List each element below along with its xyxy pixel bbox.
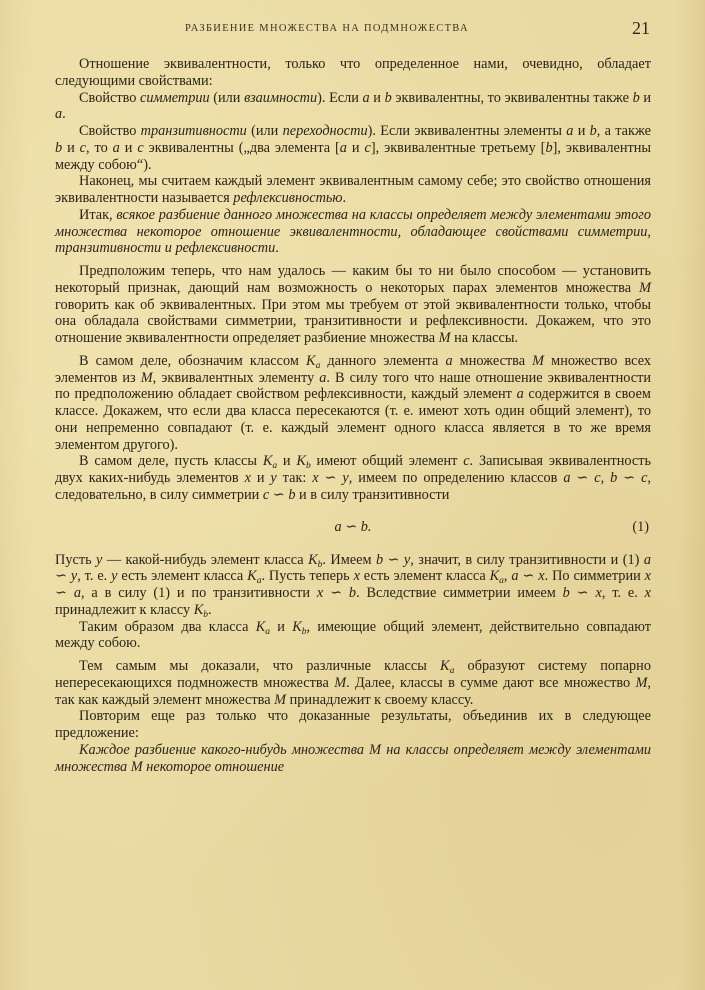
- italic-text: b ∽ y: [375, 551, 411, 568]
- italic-text: b: [545, 139, 553, 156]
- text: образуют систему попарно непересекающихся подмножеств множества: [55, 658, 651, 691]
- paragraph-p12: [55, 708, 651, 742]
- text: В самом деле, обозначим классом: [79, 352, 307, 369]
- subscript: b: [203, 609, 209, 620]
- text: . По симметрии: [544, 568, 645, 585]
- italic-text: переходности: [282, 123, 368, 139]
- text: и: [277, 453, 297, 470]
- text: содержится в своем классе. Докажем, что если два класса пересекаются (т. е. имеют хоть один общий элемент), то они непременно совпадают (т. е. каждый элемент одного класса является в то же время элементом другого).: [55, 386, 651, 453]
- paragraph-p4: [55, 173, 651, 207]
- italic-text: b ∽ x: [562, 585, 602, 601]
- text: . В силу того что наше отношение эквивалентности по предположению обладает свойством рефлексивности, каждый элемент: [55, 369, 651, 403]
- italic-text: c: [463, 453, 470, 470]
- text: Повторим еще раз только что доказанные результаты, объединив их в следующее предложение:: [55, 708, 651, 741]
- text: принадлежит к классу: [55, 601, 194, 618]
- text: , то: [86, 139, 113, 156]
- subscript: a: [449, 666, 455, 676]
- italic-text: x: [244, 470, 251, 486]
- subscript: a: [315, 360, 321, 371]
- italic-text: симметрии: [139, 89, 210, 106]
- italic-text: K: [193, 601, 204, 618]
- italic-text: c: [137, 139, 144, 156]
- subscript: b: [301, 626, 307, 637]
- text: .: [62, 106, 66, 123]
- text: (или: [209, 89, 245, 106]
- text: ). Если: [317, 89, 363, 106]
- italic-text: a: [445, 352, 453, 369]
- text: говорить как об эквивалентных. При этом мы требуем от этой эквивалентности только, чтобы она обладала свойствами симметрии, транзитивности и рефлексивности. Докажем, что это отношение эквивалентности определяет разбиение множества: [55, 296, 651, 346]
- paragraph-p5: [55, 207, 651, 257]
- text: , а в силу (1) и по транзитивности: [81, 585, 317, 601]
- text: и: [639, 89, 651, 106]
- text: , значит, в силу транзитивности и (1): [410, 551, 644, 568]
- italic-text: y: [270, 470, 277, 486]
- text: так:: [276, 470, 313, 486]
- paragraph-p13: [55, 742, 651, 776]
- text: . Записывая эквивалентность двух каких-нибудь элементов: [55, 453, 651, 486]
- text: есть элемент класса: [359, 568, 490, 585]
- italic-text: M: [635, 674, 648, 691]
- text: . Далее, классы в сумме дают все множество: [346, 674, 636, 691]
- italic-text: Каждое разбиение какого-нибудь множества M на классы определяет между элементами множества M некоторое отношение: [55, 741, 651, 775]
- text: Тем самым мы доказали, что различные классы: [79, 658, 441, 674]
- italic-text: x ∽ a: [55, 568, 652, 601]
- italic-text: a ∽ y: [55, 551, 651, 585]
- text: и: [250, 470, 271, 486]
- text: , т. е.: [601, 585, 645, 601]
- italic-text: a: [319, 369, 327, 386]
- text: ,: [503, 568, 512, 585]
- text: и: [62, 139, 80, 156]
- italic-text: b: [55, 139, 63, 156]
- italic-text: y: [111, 568, 118, 585]
- italic-text: x: [353, 568, 360, 585]
- text: , следовательно, в силу симметрии: [55, 470, 651, 503]
- subscript: a: [256, 576, 262, 587]
- paragraph-p2: [55, 90, 651, 124]
- italic-text: K: [292, 618, 302, 635]
- text: .: [208, 601, 212, 618]
- italic-text: M: [639, 279, 651, 296]
- italic-text: M: [274, 691, 287, 708]
- text: , имеем по определению классов: [348, 470, 564, 486]
- italic-text: x: [644, 585, 652, 601]
- italic-text: c: [364, 139, 371, 156]
- paragraph-p8: [55, 453, 651, 503]
- text: принадлежит к своему классу.: [286, 691, 474, 708]
- text: и в силу транзитивности: [295, 486, 450, 503]
- running-title: РАЗБИЕНИЕ МНОЖЕСТВА НА ПОДМНОЖЕСТВА: [185, 23, 469, 34]
- text: эквивалентны („два элемента [: [143, 139, 340, 156]
- italic-text: a ∽ x: [511, 568, 545, 585]
- italic-text: K: [306, 352, 316, 369]
- text: , так как каждый элемент множества: [55, 674, 651, 708]
- subscript: b: [317, 559, 323, 570]
- italic-text: M: [140, 369, 153, 386]
- italic-text: a: [516, 386, 524, 403]
- paragraph-p6: [55, 263, 651, 347]
- subscript: a: [499, 576, 504, 587]
- text: Таким образом два класса: [79, 618, 256, 635]
- text: (или: [246, 123, 283, 139]
- text: — какой-нибудь элемент класса: [102, 551, 309, 568]
- text: Свойство: [79, 123, 141, 139]
- subscript: a: [272, 461, 278, 472]
- italic-text: a ∽ c: [563, 470, 601, 486]
- text: эквивалентны, то эквивалентны также: [391, 89, 633, 106]
- italic-text: a: [339, 139, 347, 156]
- italic-text: транзитивности: [140, 123, 247, 139]
- text: . Имеем: [322, 551, 376, 568]
- page-number: 21: [632, 18, 650, 38]
- text: Отношение эквивалентности, только что определенное нами, очевидно, обладает следующими свойствами:: [55, 56, 651, 89]
- text: Предположим теперь, что нам удалось — каким бы то ни было способом — установить некоторый признак, дающий нам возможность о некоторых парах элементов множества: [55, 263, 651, 296]
- italic-text: b: [384, 89, 392, 106]
- italic-text: рефлексивностью: [233, 190, 343, 206]
- text: Итак,: [79, 206, 117, 223]
- text: и: [119, 139, 138, 156]
- paragraph-p1: [55, 56, 651, 90]
- text: ], эквивалентные третьему [: [370, 139, 546, 156]
- formula-expression: a ∽ b.: [334, 518, 372, 535]
- text: , имеющие общий элемент, действительно совпадают между собою.: [55, 618, 651, 652]
- italic-text: M: [438, 330, 451, 346]
- italic-text: всякое разбиение данного множества на классы определяет между элементами этого множества некоторое отношение эквивалентности, обладающее свойствами симметрии, транзитивности и рефлексивности: [55, 206, 652, 257]
- text: данного элемента: [320, 352, 446, 369]
- italic-text: M: [334, 674, 347, 691]
- text: есть элемент класса: [117, 568, 248, 585]
- italic-text: y: [96, 551, 103, 568]
- text: . Вследствие симметрии имеем: [356, 585, 563, 601]
- italic-text: M: [532, 352, 545, 369]
- text: Свойство: [79, 89, 140, 106]
- text: имеют общий элемент: [310, 453, 464, 470]
- italic-text: K: [255, 618, 266, 635]
- italic-text: a: [362, 89, 370, 106]
- text: .: [275, 240, 279, 257]
- italic-text: x ∽ b: [316, 585, 357, 601]
- text: В самом деле, пусть классы: [79, 453, 263, 470]
- paragraphs-after-formula: [55, 552, 651, 776]
- text: множество всех элементов из: [55, 352, 652, 386]
- formula-number: (1): [632, 518, 649, 535]
- italic-text: взаимности: [244, 89, 318, 106]
- italic-text: c: [79, 139, 87, 156]
- text: ,: [600, 470, 611, 486]
- body-text: [55, 56, 651, 775]
- italic-text: K: [296, 453, 306, 470]
- text: . Пусть теперь: [261, 568, 354, 585]
- text: , а также: [596, 123, 651, 139]
- paragraph-p9: [55, 552, 651, 619]
- italic-text: K: [247, 568, 257, 585]
- italic-text: K: [489, 568, 500, 585]
- italic-text: c ∽ b: [262, 486, 296, 503]
- subscript: b: [305, 461, 311, 472]
- italic-text: x ∽ y: [312, 470, 349, 486]
- italic-text: b ∽ c: [610, 470, 648, 486]
- italic-text: K: [262, 453, 273, 470]
- text: на классы.: [450, 330, 519, 346]
- paragraph-p10: [55, 619, 651, 653]
- text: , т. е.: [77, 568, 112, 585]
- text: и: [270, 618, 293, 635]
- running-head: [55, 19, 650, 39]
- paragraph-p3: [55, 123, 651, 173]
- text: Наконец, мы считаем каждый элемент эквивалентным самому себе; это свойство отношения эквивалентности называется: [55, 173, 651, 206]
- italic-text: a: [112, 139, 120, 156]
- text: ). Если эквивалентны элементы: [367, 123, 567, 139]
- text: , эквивалентных элементу: [152, 369, 320, 386]
- subscript: a: [265, 626, 270, 637]
- paragraph-p11: [55, 658, 651, 708]
- text: ], эквивалентны между собою“).: [55, 139, 652, 173]
- italic-text: b: [589, 123, 597, 139]
- text: .: [342, 190, 347, 206]
- display-formula: [55, 510, 651, 546]
- italic-text: K: [440, 658, 450, 674]
- paragraphs-before-formula: [55, 56, 651, 504]
- italic-text: b: [632, 89, 640, 106]
- italic-text: a: [566, 123, 574, 139]
- italic-text: a: [55, 106, 63, 123]
- text: и: [573, 123, 590, 139]
- text: и: [369, 89, 385, 106]
- text: и: [346, 139, 365, 156]
- italic-text: K: [308, 551, 318, 568]
- text: Пусть: [55, 551, 97, 568]
- paragraph-p7: [55, 353, 651, 454]
- text: множества: [452, 352, 533, 369]
